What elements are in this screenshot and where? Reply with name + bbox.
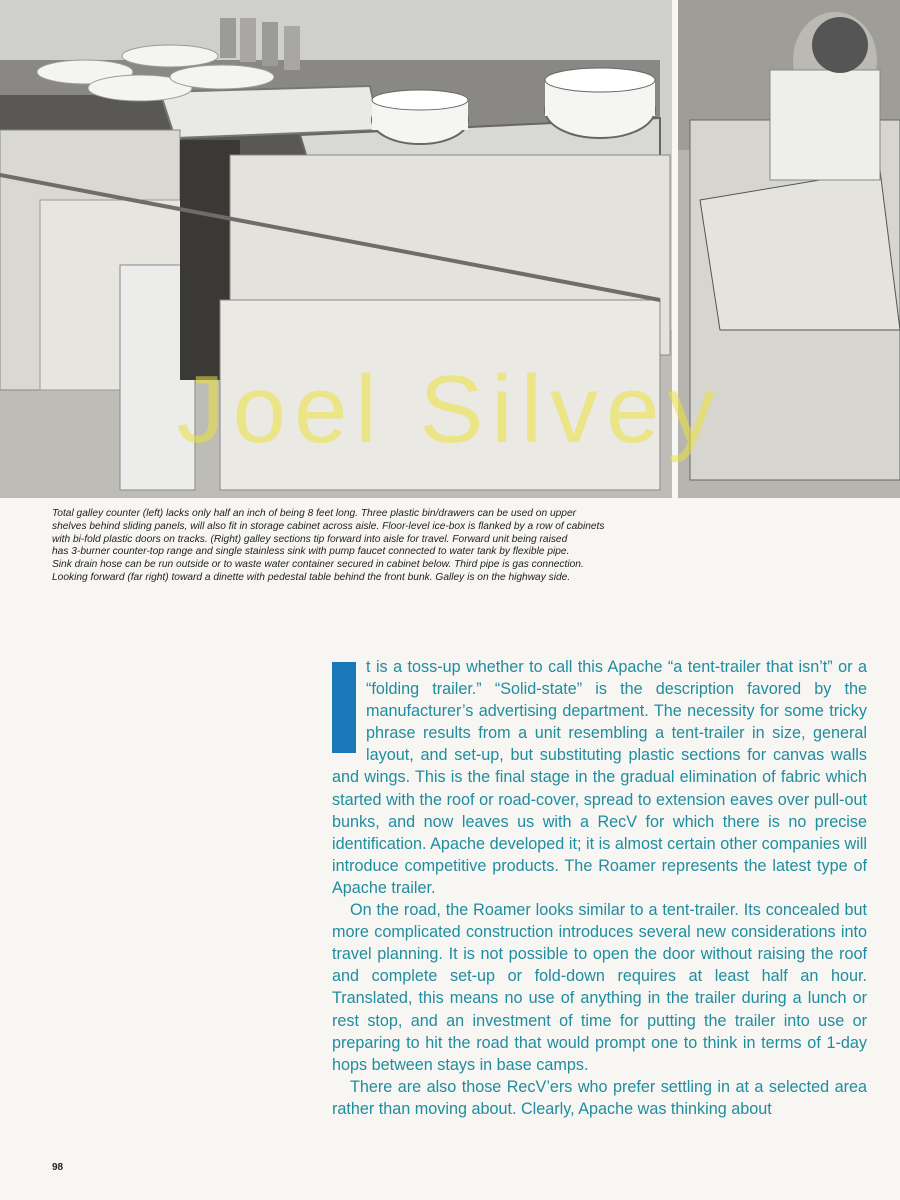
caption-line: Looking forward (far right) toward a dinette with pedestal table behind the front bunk. Galley is on the highway side. <box>52 571 571 583</box>
article-paragraph: There are also those RecV’ers who prefer settling in at a selected area rather than moving about. Clearly, Apache was thinking about <box>332 1077 867 1118</box>
article-paragraph: t is a toss-up whether to call this Apache “a tent-trailer that isn’t” or a “folding trailer.” “Solid-state” is the description favored by the manufacturer’s advertising department. The necessity for some tricky phrase results from a unit resembling a tent-trailer in size, general layout, and set-up, but substituting plastic sections for canvas walls and wings. This is the final stage in the gradual elimination of fabric which started with the roof or road-cover, spread to extension eaves over pull-out bunks, and now leaves us with a RecV for which there is no precise identification. Apache developed it; it is almost certain other companies will introduce competitive products. The Roamer represents the latest type of Apache trailer. <box>332 658 867 897</box>
caption-line: shelves behind sliding panels, will also fit in storage cabinet across aisle. Floor-level ice-box is flanked by a row of cabinets <box>52 520 605 532</box>
photo-spread <box>0 0 900 498</box>
page-number: 98 <box>52 1162 64 1173</box>
galley-photo <box>0 0 900 498</box>
drop-cap-bar <box>332 662 356 753</box>
caption-line: with bi-fold plastic doors on tracks. (Right) galley sections tip forward into aisle for travel. Forward unit being raised <box>52 533 568 545</box>
article-paragraph: On the road, the Roamer looks similar to a tent-trailer. Its concealed but more complicated construction introduces several new considerations into travel planning. It is not possible to open the door without raising the roof and complete set-up or fold-down requires at least half an hour. Translated, this means no use of anything in the trailer during a lunch or rest stop, and an investment of time for putting the trailer into use or preparing to hit the road that would prompt one to think in terms of 1-day hops between stays in base camps. <box>332 901 867 1074</box>
caption-line: Total galley counter (left) lacks only half an inch of being 8 feet long. Three plastic bin/drawers can be used on upper <box>52 508 577 519</box>
watermark-text: Joel Silvey <box>176 356 724 463</box>
article-body <box>332 656 867 1120</box>
photo-caption <box>52 508 852 585</box>
caption-line: Sink drain hose can be run outside or to waste water container secured in cabinet below. Third pipe is gas connection. <box>52 559 584 571</box>
caption-line: has 3-burner counter-top range and single stainless sink with pump faucet connected to water tank by flexible pipe. <box>52 546 570 558</box>
